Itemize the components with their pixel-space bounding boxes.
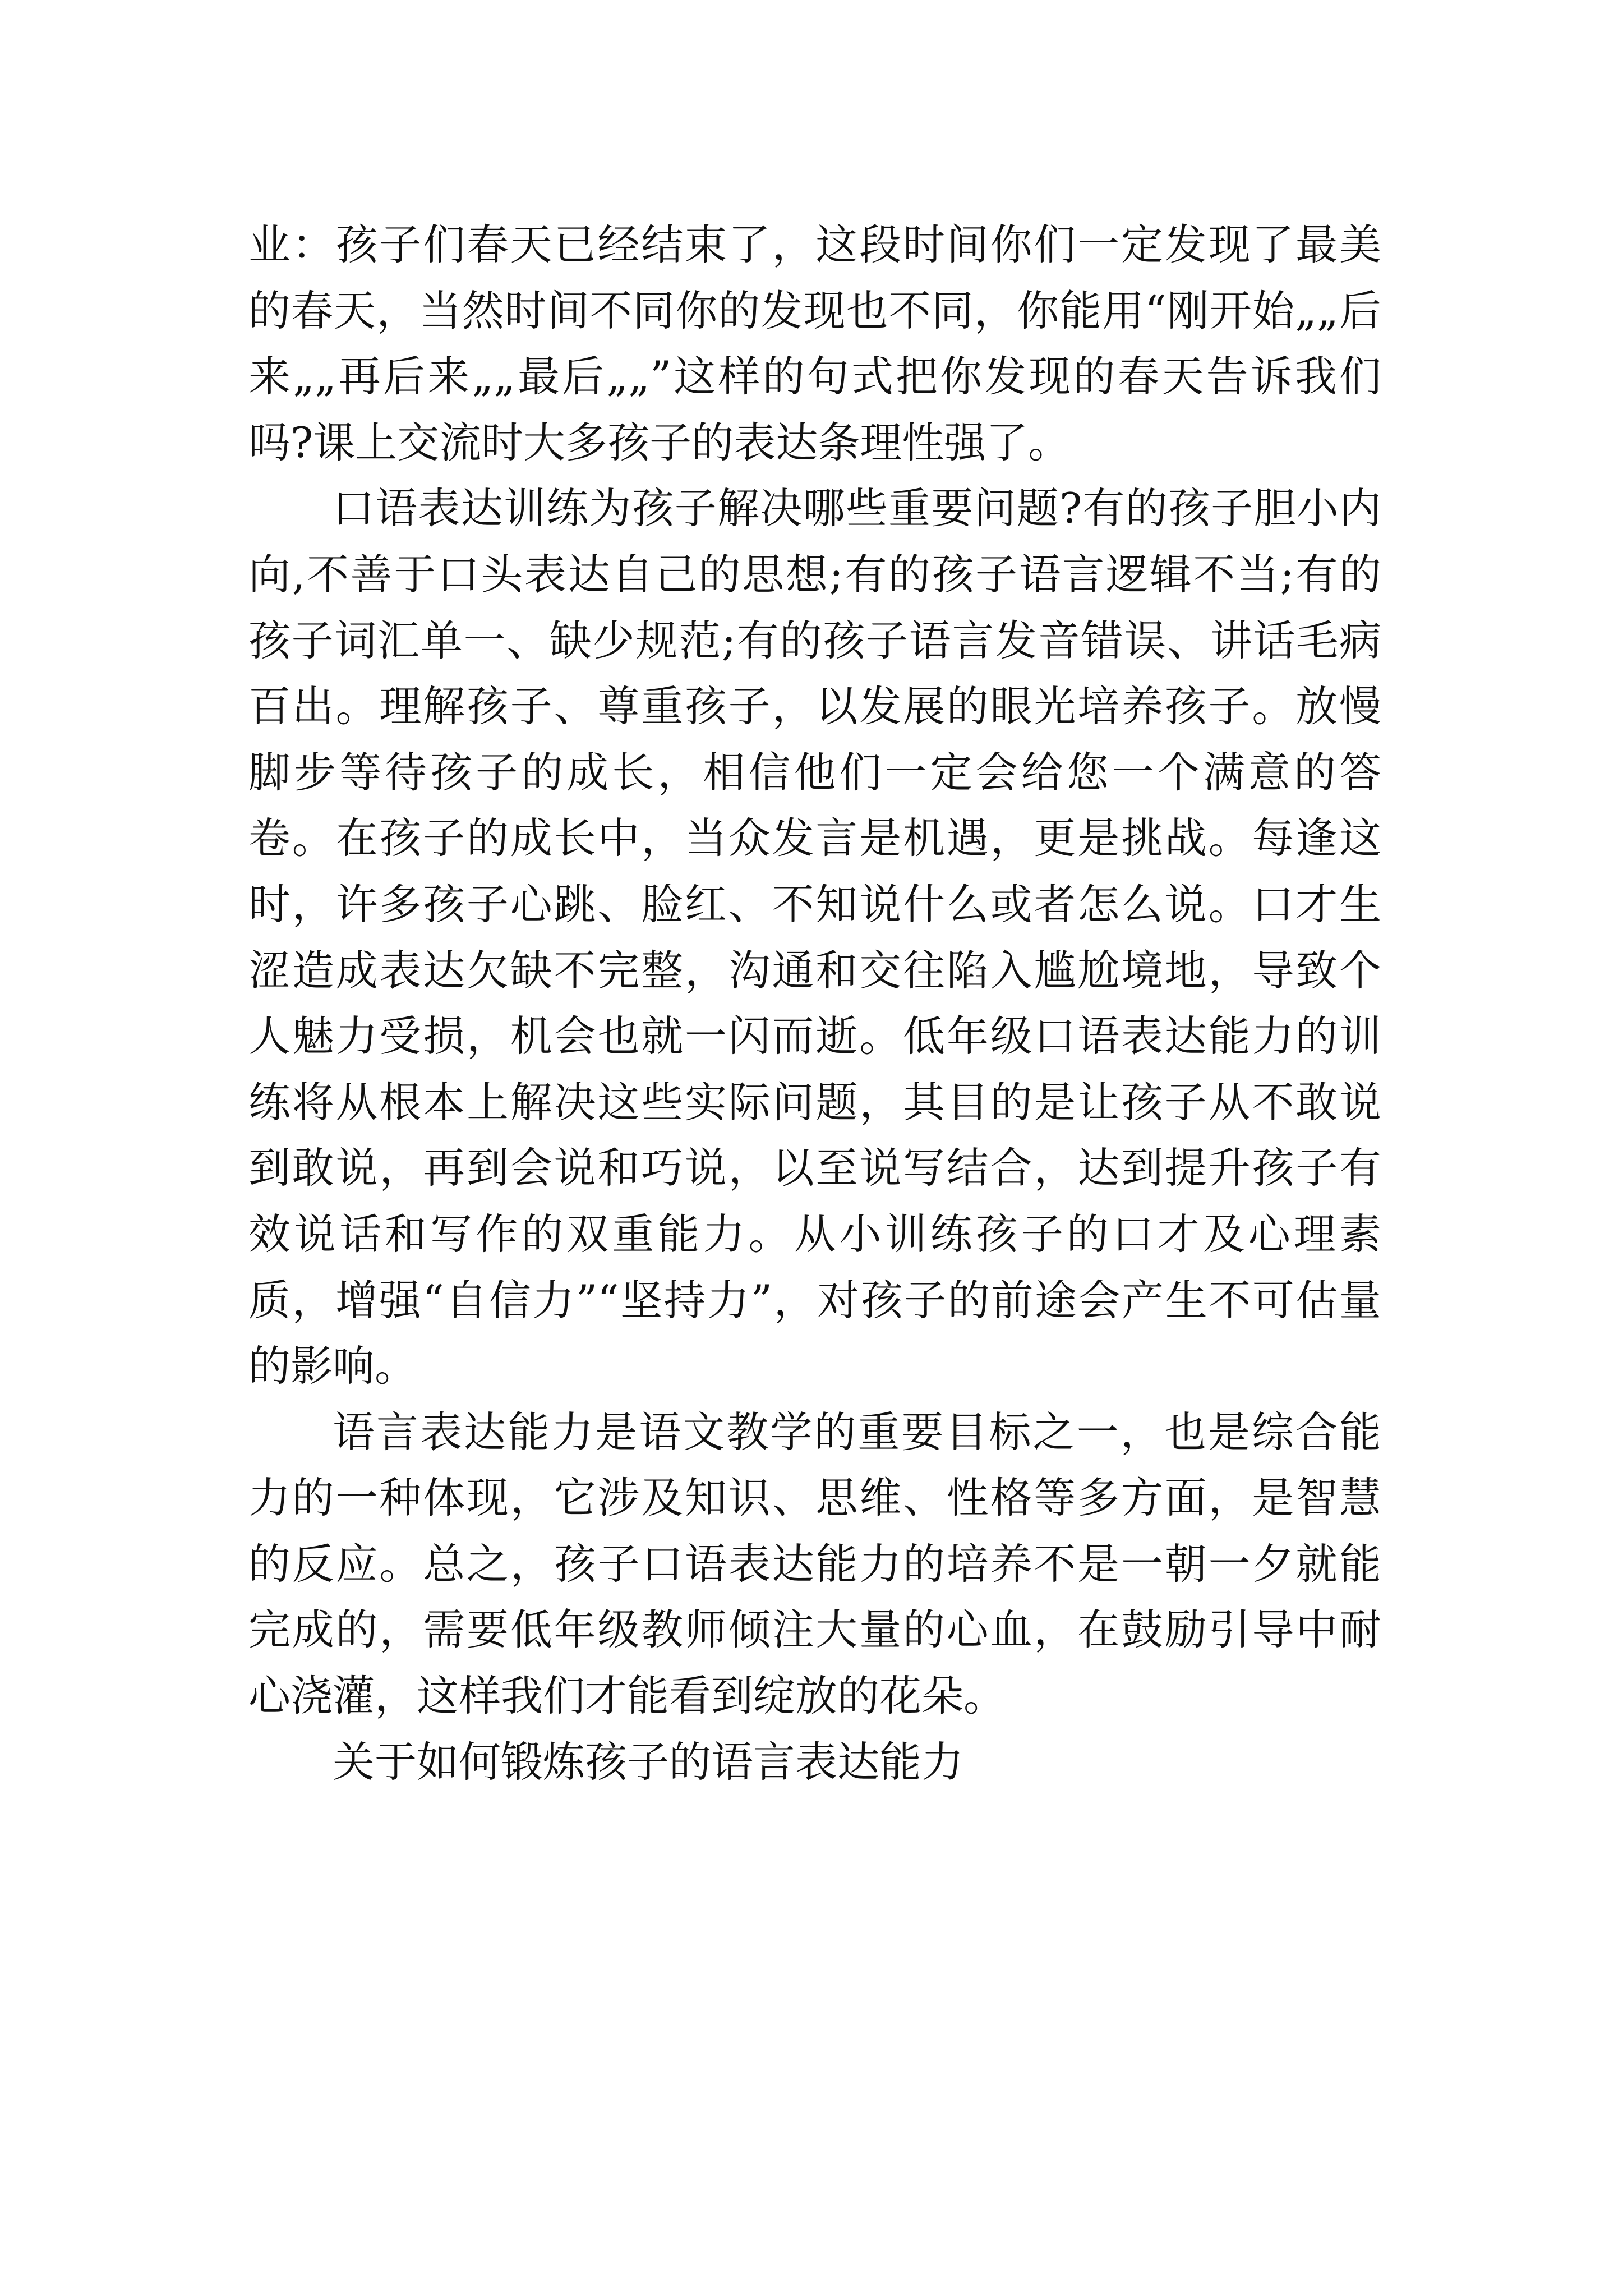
paragraph-oral-training: 口语表达训练为孩子解决哪些重要问题?有的孩子胆小内向,不善于口头表达自己的思想;有的孩子语言逻辑不当;有的孩子词汇单一、缺少规范;有的孩子语言发音错误、讲话毛病百出。理解孩子、尊重孩子，以发展的眼光培养孩子。放慢脚步等待孩子的成长，相信他们一定会给您一个满意的答卷。在孩子的成长中，当众发言是机遇，更是挑战。每逢这时，许多孩子心跳、脸红、不知说什么或者怎么说。口才生涩造成表达欠缺不完整，沟通和交往陷入尴尬境地，导致个人魅力受损，机会也就一闪而逝。低年级口语表达能力的训练将从根本上解决这些实际问题，其目的是让孩子从不敢说到敢说，再到会说和巧说，以至说写结合，达到提升孩子有效说话和写作的双重能力。从小训练孩子的口才及心理素质，增强“自信力”“坚持力”，对孩子的前途会产生不可估量的影响。 <box>248 484 1381 1391</box>
section-heading: 关于如何锻炼孩子的语言表达能力 <box>333 1737 964 1787</box>
paragraph-continuation: 业：孩子们春天已经结束了，这段时间你们一定发现了最美的春天，当然时间不同你的发现也不同，你能用“刚开始„„后来„„再后来„„最后„„”这样的句式把你发现的春天告诉我们吗?课上交流时大多孩子的表达条理性强了。 <box>248 220 1381 467</box>
document-page <box>248 212 1381 1795</box>
paragraph-conclusion: 语言表达能力是语文教学的重要目标之一，也是综合能力的一种体现，它涉及知识、思维、性格等多方面，是智慧的反应。总之，孩子口语表达能力的培养不是一朝一夕就能完成的，需要低年级教师倾注大量的心血，在鼓励引导中耐心浇灌，这样我们才能看到绽放的花朵。 <box>248 1407 1381 1721</box>
